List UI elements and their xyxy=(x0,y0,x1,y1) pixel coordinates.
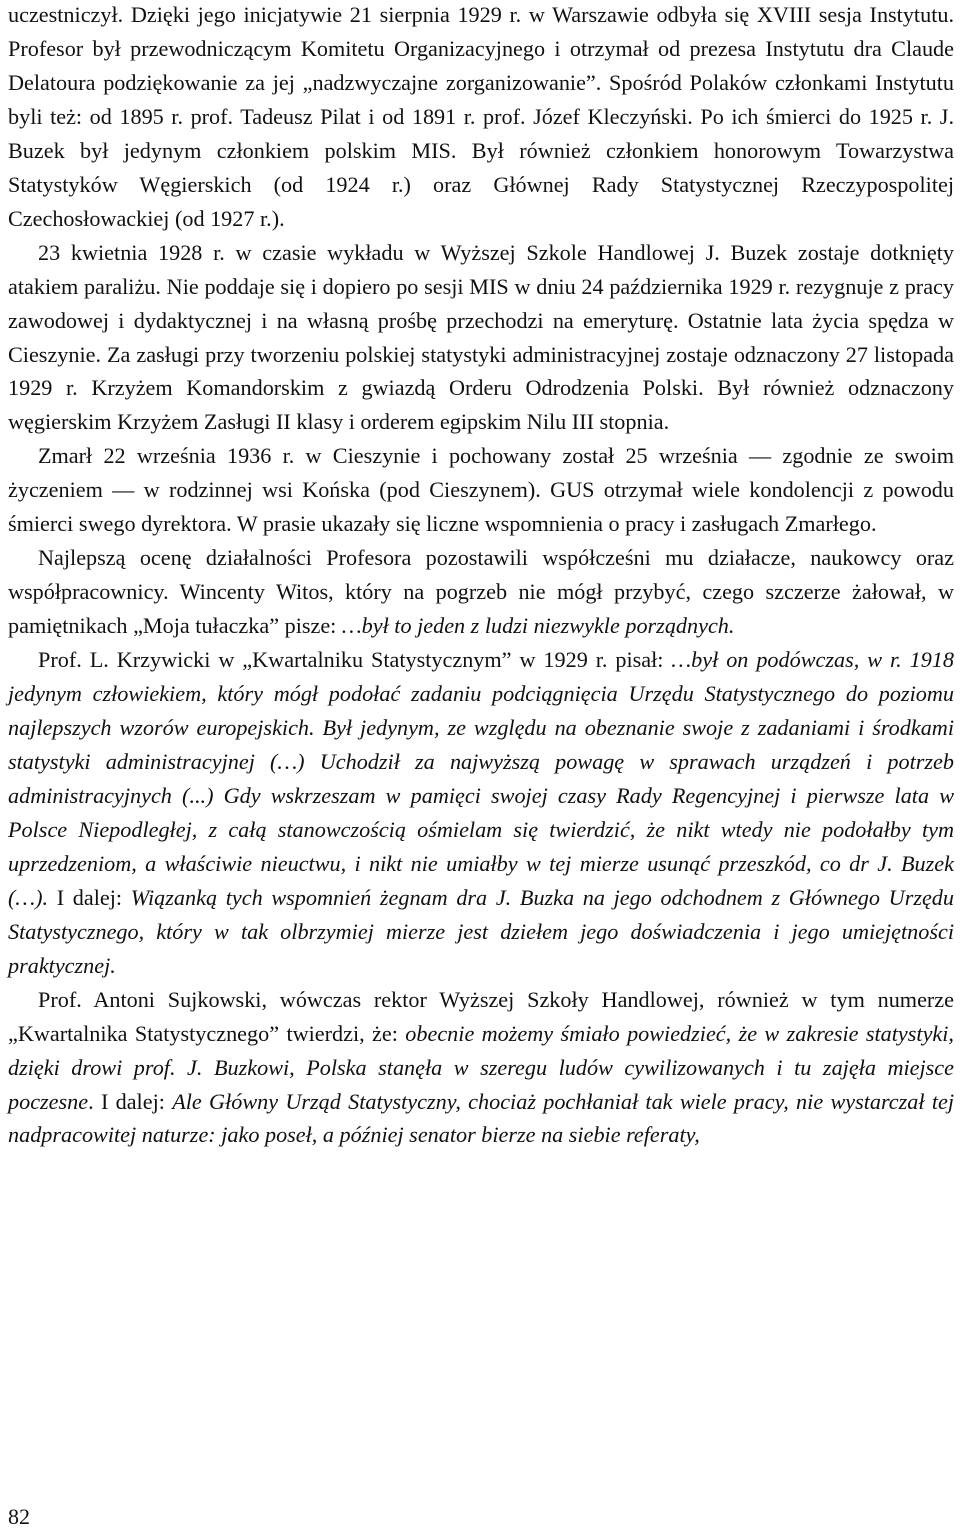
paragraph-5 xyxy=(8,643,954,983)
page-text xyxy=(8,0,954,1152)
paragraph-6-quote-2: Ale Główny Urząd Statystyczny, chociaż pochłaniał tak wiele pracy, nie wystarczał tej nadpracowitej naturze: jako poseł, a później senator bierze na siebie referaty, xyxy=(8,1088,955,1148)
paragraph-4-text: Najlepszą ocenę działalności Profesora pozostawili współcześni mu działacze, naukowcy oraz współpracownicy. Wincenty Witos, który na pogrzeb nie mógł przybyć, czego szczerze żałował, w pamiętnikach „Moja tułaczka” pisze: xyxy=(8,545,954,639)
paragraph-2-text: 23 kwietnia 1928 r. w czasie wykładu w Wyższej Szkole Handlowej J. Buzek zostaje dotknięty atakiem paraliżu. Nie poddaje się i dopiero po sesji MIS w dniu 24 października 1929 r. rezygnuje z pracy zawodowej i dydaktycznej i na własną prośbę przechodzi na emeryturę. Ostatnie lata życia spędza w Cieszynie. Za zasługi przy tworzeniu polskiej statystyki administracyjnej zostaje odznaczony 27 listopada 1929 r. Krzyżem Komandorskim z gwiazdą Orderu Odrodzenia Polski. Był również odznaczony węgierskim Krzyżem Zasługi II klasy i orderem egipskim Nilu III stopnia. xyxy=(8,239,954,435)
paragraph-2 xyxy=(8,236,954,440)
paragraph-4 xyxy=(8,541,954,643)
page-number: 82 xyxy=(8,1504,30,1529)
paragraph-3 xyxy=(8,439,954,541)
paragraph-6-quote-1: obecnie możemy śmiało powiedzieć, że w zakresie statystyki, dzięki drowi prof. J. Buzkowi, Polska stanęła w szeregu ludów cywilizowanych i tu zajęła miejsce poczesne xyxy=(8,1020,954,1114)
paragraph-1-text: uczestniczył. Dzięki jego inicjatywie 21 sierpnia 1929 r. w Warszawie odbyła się XVIII sesja Instytutu. Profesor był przewodniczącym Komitetu Organizacyjnego i otrzymał od prezesa Instytutu dra Claude Delatoura podziękowanie za jej „nadzwyczajne zorganizowanie”. Spośród Polaków członkami Instytutu byli też: od 1895 r. prof. Tadeusz Pilat i od 1891 r. prof. Józef Kleczyński. Po ich śmierci do 1925 r. J. Buzek był jedynym członkiem polskim MIS. Był również członkiem honorowym Towarzystwa Statystyków Węgierskich (od 1924 r.) oraz Głównej Rady Statystycznej Rzeczypospolitej Czechosłowackiej (od 1927 r.). xyxy=(8,2,954,231)
paragraph-5-quote-2: Wiązanką tych wspomnień żegnam dra J. Buzka na jego odchodnem z Głównego Urzędu Statystycznego, który w tak olbrzymiej mierze jest dziełem jego doświadczenia i jego umiejętności praktycznej. xyxy=(8,884,954,978)
paragraph-3-text: Zmarł 22 września 1936 r. w Cieszynie i pochowany został 25 września — zgodnie ze swoim życzeniem — w rodzinnej wsi Końska (pod Cieszynem). GUS otrzymał wiele kondolencji z powodu śmierci swego dyrektora. W prasie ukazały się liczne wspomnienia o pracy i zasługach Zmarłego. xyxy=(8,443,954,537)
paragraph-6-text: Prof. Antoni Sujkowski, wówczas rektor Wyższej Szkoły Handlowej, również w tym numerze „Kwartalnika Statystycznego” twierdzi, że: xyxy=(8,986,954,1046)
paragraph-6-text-2: . I dalej: xyxy=(88,1088,173,1114)
paragraph-4-quote: …był to jeden z ludzi niezwykle porządnych. xyxy=(341,613,735,639)
paragraph-5-text-2: I dalej: xyxy=(48,884,131,910)
paragraph-1 xyxy=(8,0,954,236)
paragraph-6 xyxy=(8,983,954,1153)
paragraph-5-text: Prof. L. Krzywicki w „Kwartalniku Statystycznym” w 1929 r. pisał: xyxy=(38,647,672,673)
paragraph-5-quote-1: …był on podówczas, w r. 1918 jedynym człowiekiem, który mógł podołać zadaniu podciągnięcia Urzędu Statystycznego do poziomu najlepszych wzorów europejskich. Był jedynym, ze względu na obeznanie swoje z zadaniami i środkami statystyki administracyjnej (…) Uchodził za najwyższą powagę w sprawach urządzeń i potrzeb administracyjnych (...) Gdy wskrzeszam w pamięci swojej czasy Rady Regencyjnej i pierwsze lata w Polsce Niepodległej, z całą stanowczością ośmielam się twierdzić, że nikt wtedy nie podołałby tym uprzedzeniom, a właściwie nieuctwu, i nikt nie umiałby w tej mierze usunąć przeszkód, co dr J. Buzek (…). xyxy=(8,647,954,910)
